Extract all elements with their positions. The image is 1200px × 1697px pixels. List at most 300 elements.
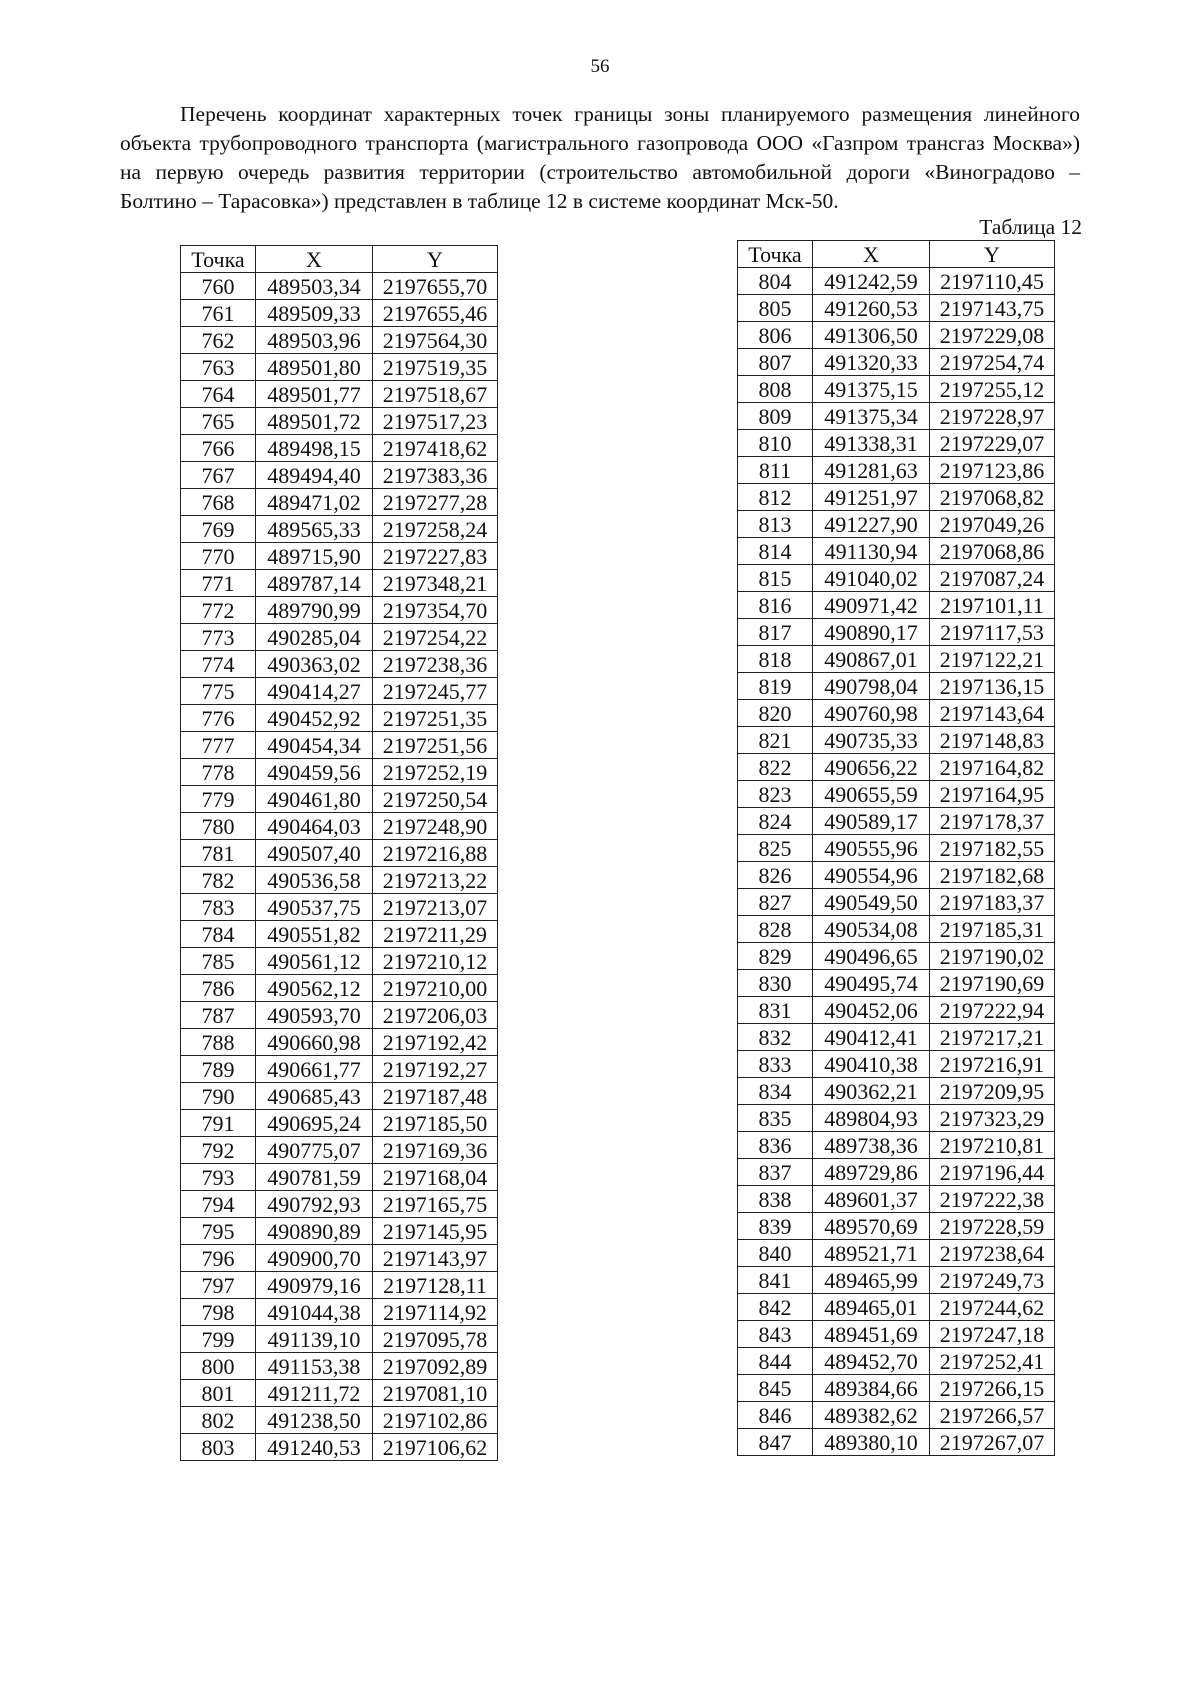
column-header-x: X: [813, 241, 930, 268]
cell-x: 490593,70: [256, 1002, 373, 1029]
cell-x: 490661,77: [256, 1056, 373, 1083]
table-row: [738, 1375, 1055, 1402]
cell-x: 491375,34: [813, 403, 930, 430]
cell-y: 2197655,70: [373, 273, 498, 300]
cell-x: 490792,93: [256, 1191, 373, 1218]
cell-y: 2197081,10: [373, 1380, 498, 1407]
cell-x: 490363,02: [256, 651, 373, 678]
table-row: [738, 592, 1055, 619]
cell-y: 2197143,75: [930, 295, 1055, 322]
cell-y: 2197143,64: [930, 700, 1055, 727]
cell-x: 491238,50: [256, 1407, 373, 1434]
cell-point: 767: [181, 462, 256, 489]
cell-point: 822: [738, 754, 813, 781]
cell-x: 489570,69: [813, 1213, 930, 1240]
cell-y: 2197165,75: [373, 1191, 498, 1218]
cell-y: 2197206,03: [373, 1002, 498, 1029]
cell-x: 490534,08: [813, 916, 930, 943]
cell-x: 490562,12: [256, 975, 373, 1002]
table-row: [738, 484, 1055, 511]
table-row: [181, 624, 498, 651]
cell-y: 2197095,78: [373, 1326, 498, 1353]
cell-point: 845: [738, 1375, 813, 1402]
cell-point: 824: [738, 808, 813, 835]
cell-y: 2197123,86: [930, 457, 1055, 484]
column-header-y: Y: [373, 246, 498, 273]
cell-point: 782: [181, 867, 256, 894]
cell-y: 2197211,29: [373, 921, 498, 948]
table-row: [738, 808, 1055, 835]
cell-x: 491338,31: [813, 430, 930, 457]
cell-x: 489738,36: [813, 1132, 930, 1159]
cell-x: 489521,71: [813, 1240, 930, 1267]
table-row: [181, 921, 498, 948]
cell-y: 2197128,11: [373, 1272, 498, 1299]
cell-y: 2197145,95: [373, 1218, 498, 1245]
cell-point: 834: [738, 1078, 813, 1105]
cell-x: 490735,33: [813, 727, 930, 754]
column-header-x: X: [256, 246, 373, 273]
cell-y: 2197068,82: [930, 484, 1055, 511]
cell-point: 830: [738, 970, 813, 997]
cell-x: 491242,59: [813, 268, 930, 295]
cell-point: 785: [181, 948, 256, 975]
cell-x: 489565,33: [256, 516, 373, 543]
table-row: [181, 408, 498, 435]
cell-point: 780: [181, 813, 256, 840]
table-row: [738, 1105, 1055, 1132]
cell-point: 762: [181, 327, 256, 354]
cell-point: 763: [181, 354, 256, 381]
table-row: [181, 1137, 498, 1164]
table-row: [181, 597, 498, 624]
cell-x: 490656,22: [813, 754, 930, 781]
cell-point: 765: [181, 408, 256, 435]
cell-y: 2197190,02: [930, 943, 1055, 970]
cell-point: 784: [181, 921, 256, 948]
cell-x: 490760,98: [813, 700, 930, 727]
cell-point: 772: [181, 597, 256, 624]
cell-point: 832: [738, 1024, 813, 1051]
cell-x: 489501,80: [256, 354, 373, 381]
cell-x: 490459,56: [256, 759, 373, 786]
cell-point: 812: [738, 484, 813, 511]
cell-x: 490495,74: [813, 970, 930, 997]
cell-point: 817: [738, 619, 813, 646]
cell-point: 770: [181, 543, 256, 570]
cell-x: 491260,53: [813, 295, 930, 322]
table-row: [738, 538, 1055, 565]
cell-x: 490362,21: [813, 1078, 930, 1105]
coordinates-table-right: [737, 240, 1055, 1456]
cell-x: 490890,89: [256, 1218, 373, 1245]
cell-point: 827: [738, 889, 813, 916]
cell-point: 774: [181, 651, 256, 678]
cell-x: 489471,02: [256, 489, 373, 516]
cell-x: 489384,66: [813, 1375, 930, 1402]
cell-x: 490655,59: [813, 781, 930, 808]
cell-x: 490452,92: [256, 705, 373, 732]
cell-x: 490549,50: [813, 889, 930, 916]
cell-point: 814: [738, 538, 813, 565]
table-row: [738, 1321, 1055, 1348]
cell-point: 847: [738, 1429, 813, 1456]
cell-y: 2197209,95: [930, 1078, 1055, 1105]
cell-x: 490507,40: [256, 840, 373, 867]
cell-x: 489715,90: [256, 543, 373, 570]
cell-point: 842: [738, 1294, 813, 1321]
cell-y: 2197210,12: [373, 948, 498, 975]
cell-x: 489465,99: [813, 1267, 930, 1294]
cell-y: 2197254,74: [930, 349, 1055, 376]
cell-x: 490410,38: [813, 1051, 930, 1078]
cell-x: 490781,59: [256, 1164, 373, 1191]
cell-y: 2197122,21: [930, 646, 1055, 673]
table-row: [738, 295, 1055, 322]
cell-y: 2197518,67: [373, 381, 498, 408]
cell-point: 760: [181, 273, 256, 300]
table-row: [181, 1299, 498, 1326]
cell-x: 491306,50: [813, 322, 930, 349]
cell-point: 800: [181, 1353, 256, 1380]
table-body-left: [181, 273, 498, 1461]
table-row: [738, 943, 1055, 970]
table-row: [181, 381, 498, 408]
table-row: [181, 300, 498, 327]
cell-x: 490695,24: [256, 1110, 373, 1137]
table-row: [181, 651, 498, 678]
cell-point: 813: [738, 511, 813, 538]
cell-point: 794: [181, 1191, 256, 1218]
cell-x: 490554,96: [813, 862, 930, 889]
table-row: [738, 862, 1055, 889]
table-row: [181, 1245, 498, 1272]
table-row: [738, 1213, 1055, 1240]
table-row: [181, 1029, 498, 1056]
cell-y: 2197182,68: [930, 862, 1055, 889]
table-row: [738, 700, 1055, 727]
table-row: [738, 1051, 1055, 1078]
table-row: [738, 430, 1055, 457]
cell-x: 489380,10: [813, 1429, 930, 1456]
cell-x: 491139,10: [256, 1326, 373, 1353]
table-row: [738, 916, 1055, 943]
cell-y: 2197178,37: [930, 808, 1055, 835]
cell-y: 2197148,83: [930, 727, 1055, 754]
cell-point: 761: [181, 300, 256, 327]
cell-point: 826: [738, 862, 813, 889]
table-row: [181, 678, 498, 705]
table-row: [738, 889, 1055, 916]
table-row: [738, 1240, 1055, 1267]
table-row: [738, 727, 1055, 754]
cell-x: 491153,38: [256, 1353, 373, 1380]
column-header-y: Y: [930, 241, 1055, 268]
cell-x: 490798,04: [813, 673, 930, 700]
table-row: [738, 1159, 1055, 1186]
table-row: [181, 759, 498, 786]
cell-y: 2197258,24: [373, 516, 498, 543]
cell-point: 841: [738, 1267, 813, 1294]
cell-y: 2197238,64: [930, 1240, 1055, 1267]
page-number: 56: [590, 56, 610, 77]
cell-x: 489451,69: [813, 1321, 930, 1348]
table-caption: Таблица 12: [979, 215, 1082, 239]
cell-point: 779: [181, 786, 256, 813]
cell-y: 2197244,62: [930, 1294, 1055, 1321]
table-row: [738, 457, 1055, 484]
table-row: [738, 997, 1055, 1024]
table-row: [738, 511, 1055, 538]
cell-x: 490536,58: [256, 867, 373, 894]
table-row: [181, 948, 498, 975]
column-header-point: Точка: [181, 246, 256, 273]
cell-y: 2197248,90: [373, 813, 498, 840]
cell-x: 491320,33: [813, 349, 930, 376]
cell-point: 829: [738, 943, 813, 970]
cell-y: 2197255,12: [930, 376, 1055, 403]
cell-point: 777: [181, 732, 256, 759]
cell-y: 2197187,48: [373, 1083, 498, 1110]
cell-y: 2197213,07: [373, 894, 498, 921]
cell-point: 818: [738, 646, 813, 673]
cell-x: 489501,77: [256, 381, 373, 408]
cell-y: 2197210,00: [373, 975, 498, 1002]
cell-y: 2197517,23: [373, 408, 498, 435]
table-row: [181, 1110, 498, 1137]
cell-point: 778: [181, 759, 256, 786]
cell-x: 491251,97: [813, 484, 930, 511]
cell-x: 490461,80: [256, 786, 373, 813]
cell-x: 490551,82: [256, 921, 373, 948]
cell-x: 490555,96: [813, 835, 930, 862]
table-body-right: [738, 268, 1055, 1456]
table-row: [738, 673, 1055, 700]
table-row: [181, 813, 498, 840]
cell-point: 833: [738, 1051, 813, 1078]
cell-y: 2197266,57: [930, 1402, 1055, 1429]
cell-y: 2197210,81: [930, 1132, 1055, 1159]
table-row: [738, 646, 1055, 673]
table-row: [181, 516, 498, 543]
cell-x: 489729,86: [813, 1159, 930, 1186]
cell-y: 2197418,62: [373, 435, 498, 462]
cell-y: 2197110,45: [930, 268, 1055, 295]
table-row: [738, 781, 1055, 808]
cell-point: 837: [738, 1159, 813, 1186]
cell-y: 2197217,21: [930, 1024, 1055, 1051]
cell-point: 816: [738, 592, 813, 619]
cell-point: 788: [181, 1029, 256, 1056]
cell-x: 489382,62: [813, 1402, 930, 1429]
cell-y: 2197190,69: [930, 970, 1055, 997]
cell-point: 795: [181, 1218, 256, 1245]
cell-point: 838: [738, 1186, 813, 1213]
cell-point: 808: [738, 376, 813, 403]
cell-y: 2197106,62: [373, 1434, 498, 1461]
cell-y: 2197213,22: [373, 867, 498, 894]
cell-point: 823: [738, 781, 813, 808]
cell-x: 489787,14: [256, 570, 373, 597]
cell-y: 2197114,92: [373, 1299, 498, 1326]
cell-x: 491211,72: [256, 1380, 373, 1407]
table-row: [181, 894, 498, 921]
cell-y: 2197164,82: [930, 754, 1055, 781]
cell-point: 831: [738, 997, 813, 1024]
table-row: [738, 1348, 1055, 1375]
cell-y: 2197229,08: [930, 322, 1055, 349]
cell-y: 2197249,73: [930, 1267, 1055, 1294]
cell-y: 2197247,18: [930, 1321, 1055, 1348]
cell-point: 781: [181, 840, 256, 867]
cell-y: 2197164,95: [930, 781, 1055, 808]
cell-x: 491040,02: [813, 565, 930, 592]
table-row: [181, 354, 498, 381]
cell-y: 2197564,30: [373, 327, 498, 354]
cell-point: 768: [181, 489, 256, 516]
cell-point: 825: [738, 835, 813, 862]
cell-y: 2197192,27: [373, 1056, 498, 1083]
cell-x: 489804,93: [813, 1105, 930, 1132]
cell-point: 804: [738, 268, 813, 295]
cell-y: 2197049,26: [930, 511, 1055, 538]
cell-y: 2197136,15: [930, 673, 1055, 700]
cell-x: 490900,70: [256, 1245, 373, 1272]
cell-y: 2197092,89: [373, 1353, 498, 1380]
cell-point: 806: [738, 322, 813, 349]
cell-point: 828: [738, 916, 813, 943]
cell-y: 2197185,31: [930, 916, 1055, 943]
table-row: [738, 268, 1055, 295]
cell-y: 2197117,53: [930, 619, 1055, 646]
cell-y: 2197251,56: [373, 732, 498, 759]
cell-point: 810: [738, 430, 813, 457]
cell-y: 2197228,97: [930, 403, 1055, 430]
table-row: [181, 1191, 498, 1218]
cell-y: 2197216,88: [373, 840, 498, 867]
cell-x: 490454,34: [256, 732, 373, 759]
cell-y: 2197227,83: [373, 543, 498, 570]
cell-point: 803: [181, 1434, 256, 1461]
table-row: [181, 1353, 498, 1380]
table-row: [738, 322, 1055, 349]
table-row: [738, 1429, 1055, 1456]
cell-x: 490412,41: [813, 1024, 930, 1051]
cell-y: 2197655,46: [373, 300, 498, 327]
cell-point: 809: [738, 403, 813, 430]
table-row: [738, 1402, 1055, 1429]
cell-x: 490867,01: [813, 646, 930, 673]
cell-point: 796: [181, 1245, 256, 1272]
cell-point: 786: [181, 975, 256, 1002]
cell-point: 802: [181, 1407, 256, 1434]
cell-x: 490979,16: [256, 1272, 373, 1299]
cell-x: 489509,33: [256, 300, 373, 327]
table-row: [738, 1132, 1055, 1159]
cell-y: 2197354,70: [373, 597, 498, 624]
table-row: [181, 867, 498, 894]
table-row: [738, 1294, 1055, 1321]
cell-point: 801: [181, 1380, 256, 1407]
table-row: [738, 1078, 1055, 1105]
table-row: [738, 619, 1055, 646]
table-row: [738, 403, 1055, 430]
cell-x: 489501,72: [256, 408, 373, 435]
cell-point: 840: [738, 1240, 813, 1267]
column-header-point: Точка: [738, 241, 813, 268]
table-row: [181, 1002, 498, 1029]
table-row: [738, 376, 1055, 403]
table-row: [738, 835, 1055, 862]
cell-point: 835: [738, 1105, 813, 1132]
cell-x: 491130,94: [813, 538, 930, 565]
cell-y: 2197101,11: [930, 592, 1055, 619]
table-row: [738, 970, 1055, 997]
cell-y: 2197228,59: [930, 1213, 1055, 1240]
cell-y: 2197229,07: [930, 430, 1055, 457]
cell-y: 2197267,07: [930, 1429, 1055, 1456]
cell-point: 797: [181, 1272, 256, 1299]
cell-y: 2197323,29: [930, 1105, 1055, 1132]
cell-point: 773: [181, 624, 256, 651]
table-row: [181, 732, 498, 759]
cell-point: 783: [181, 894, 256, 921]
cell-x: 489498,15: [256, 435, 373, 462]
cell-y: 2197519,35: [373, 354, 498, 381]
cell-point: 769: [181, 516, 256, 543]
table-row: [181, 975, 498, 1002]
cell-x: 490464,03: [256, 813, 373, 840]
cell-y: 2197238,36: [373, 651, 498, 678]
cell-y: 2197266,15: [930, 1375, 1055, 1402]
table-row: [181, 570, 498, 597]
cell-y: 2197087,24: [930, 565, 1055, 592]
cell-x: 490537,75: [256, 894, 373, 921]
table-header-row: [181, 246, 498, 273]
cell-point: 787: [181, 1002, 256, 1029]
table-row: [181, 1083, 498, 1110]
cell-y: 2197192,42: [373, 1029, 498, 1056]
cell-x: 490496,65: [813, 943, 930, 970]
cell-y: 2197383,36: [373, 462, 498, 489]
table-row: [738, 1024, 1055, 1051]
intro-paragraph: Перечень координат характерных точек границы зоны планируемого размещения линейного объекта трубопроводного транспорта (магистрального газопровода ООО «Газпром трансгаз Москва») на первую очередь развития территории (строительство автомобильной дороги «Виноградово – Болтино – Тарасовка») представлен в таблице 12 в системе координат Мск-50.: [120, 102, 1080, 213]
table-row: [181, 1434, 498, 1461]
cell-point: 771: [181, 570, 256, 597]
table-header-row: [738, 241, 1055, 268]
cell-y: 2197182,55: [930, 835, 1055, 862]
cell-x: 490452,06: [813, 997, 930, 1024]
cell-point: 819: [738, 673, 813, 700]
table-row: [738, 349, 1055, 376]
cell-point: 798: [181, 1299, 256, 1326]
cell-point: 792: [181, 1137, 256, 1164]
table-row: [738, 565, 1055, 592]
cell-y: 2197183,37: [930, 889, 1055, 916]
cell-point: 789: [181, 1056, 256, 1083]
table-row: [181, 1164, 498, 1191]
cell-point: 844: [738, 1348, 813, 1375]
table-row: [738, 754, 1055, 781]
cell-point: 807: [738, 349, 813, 376]
cell-point: 839: [738, 1213, 813, 1240]
cell-x: 490285,04: [256, 624, 373, 651]
cell-point: 799: [181, 1326, 256, 1353]
table-row: [181, 1326, 498, 1353]
table-row: [181, 489, 498, 516]
cell-point: 776: [181, 705, 256, 732]
table-row: [181, 1272, 498, 1299]
